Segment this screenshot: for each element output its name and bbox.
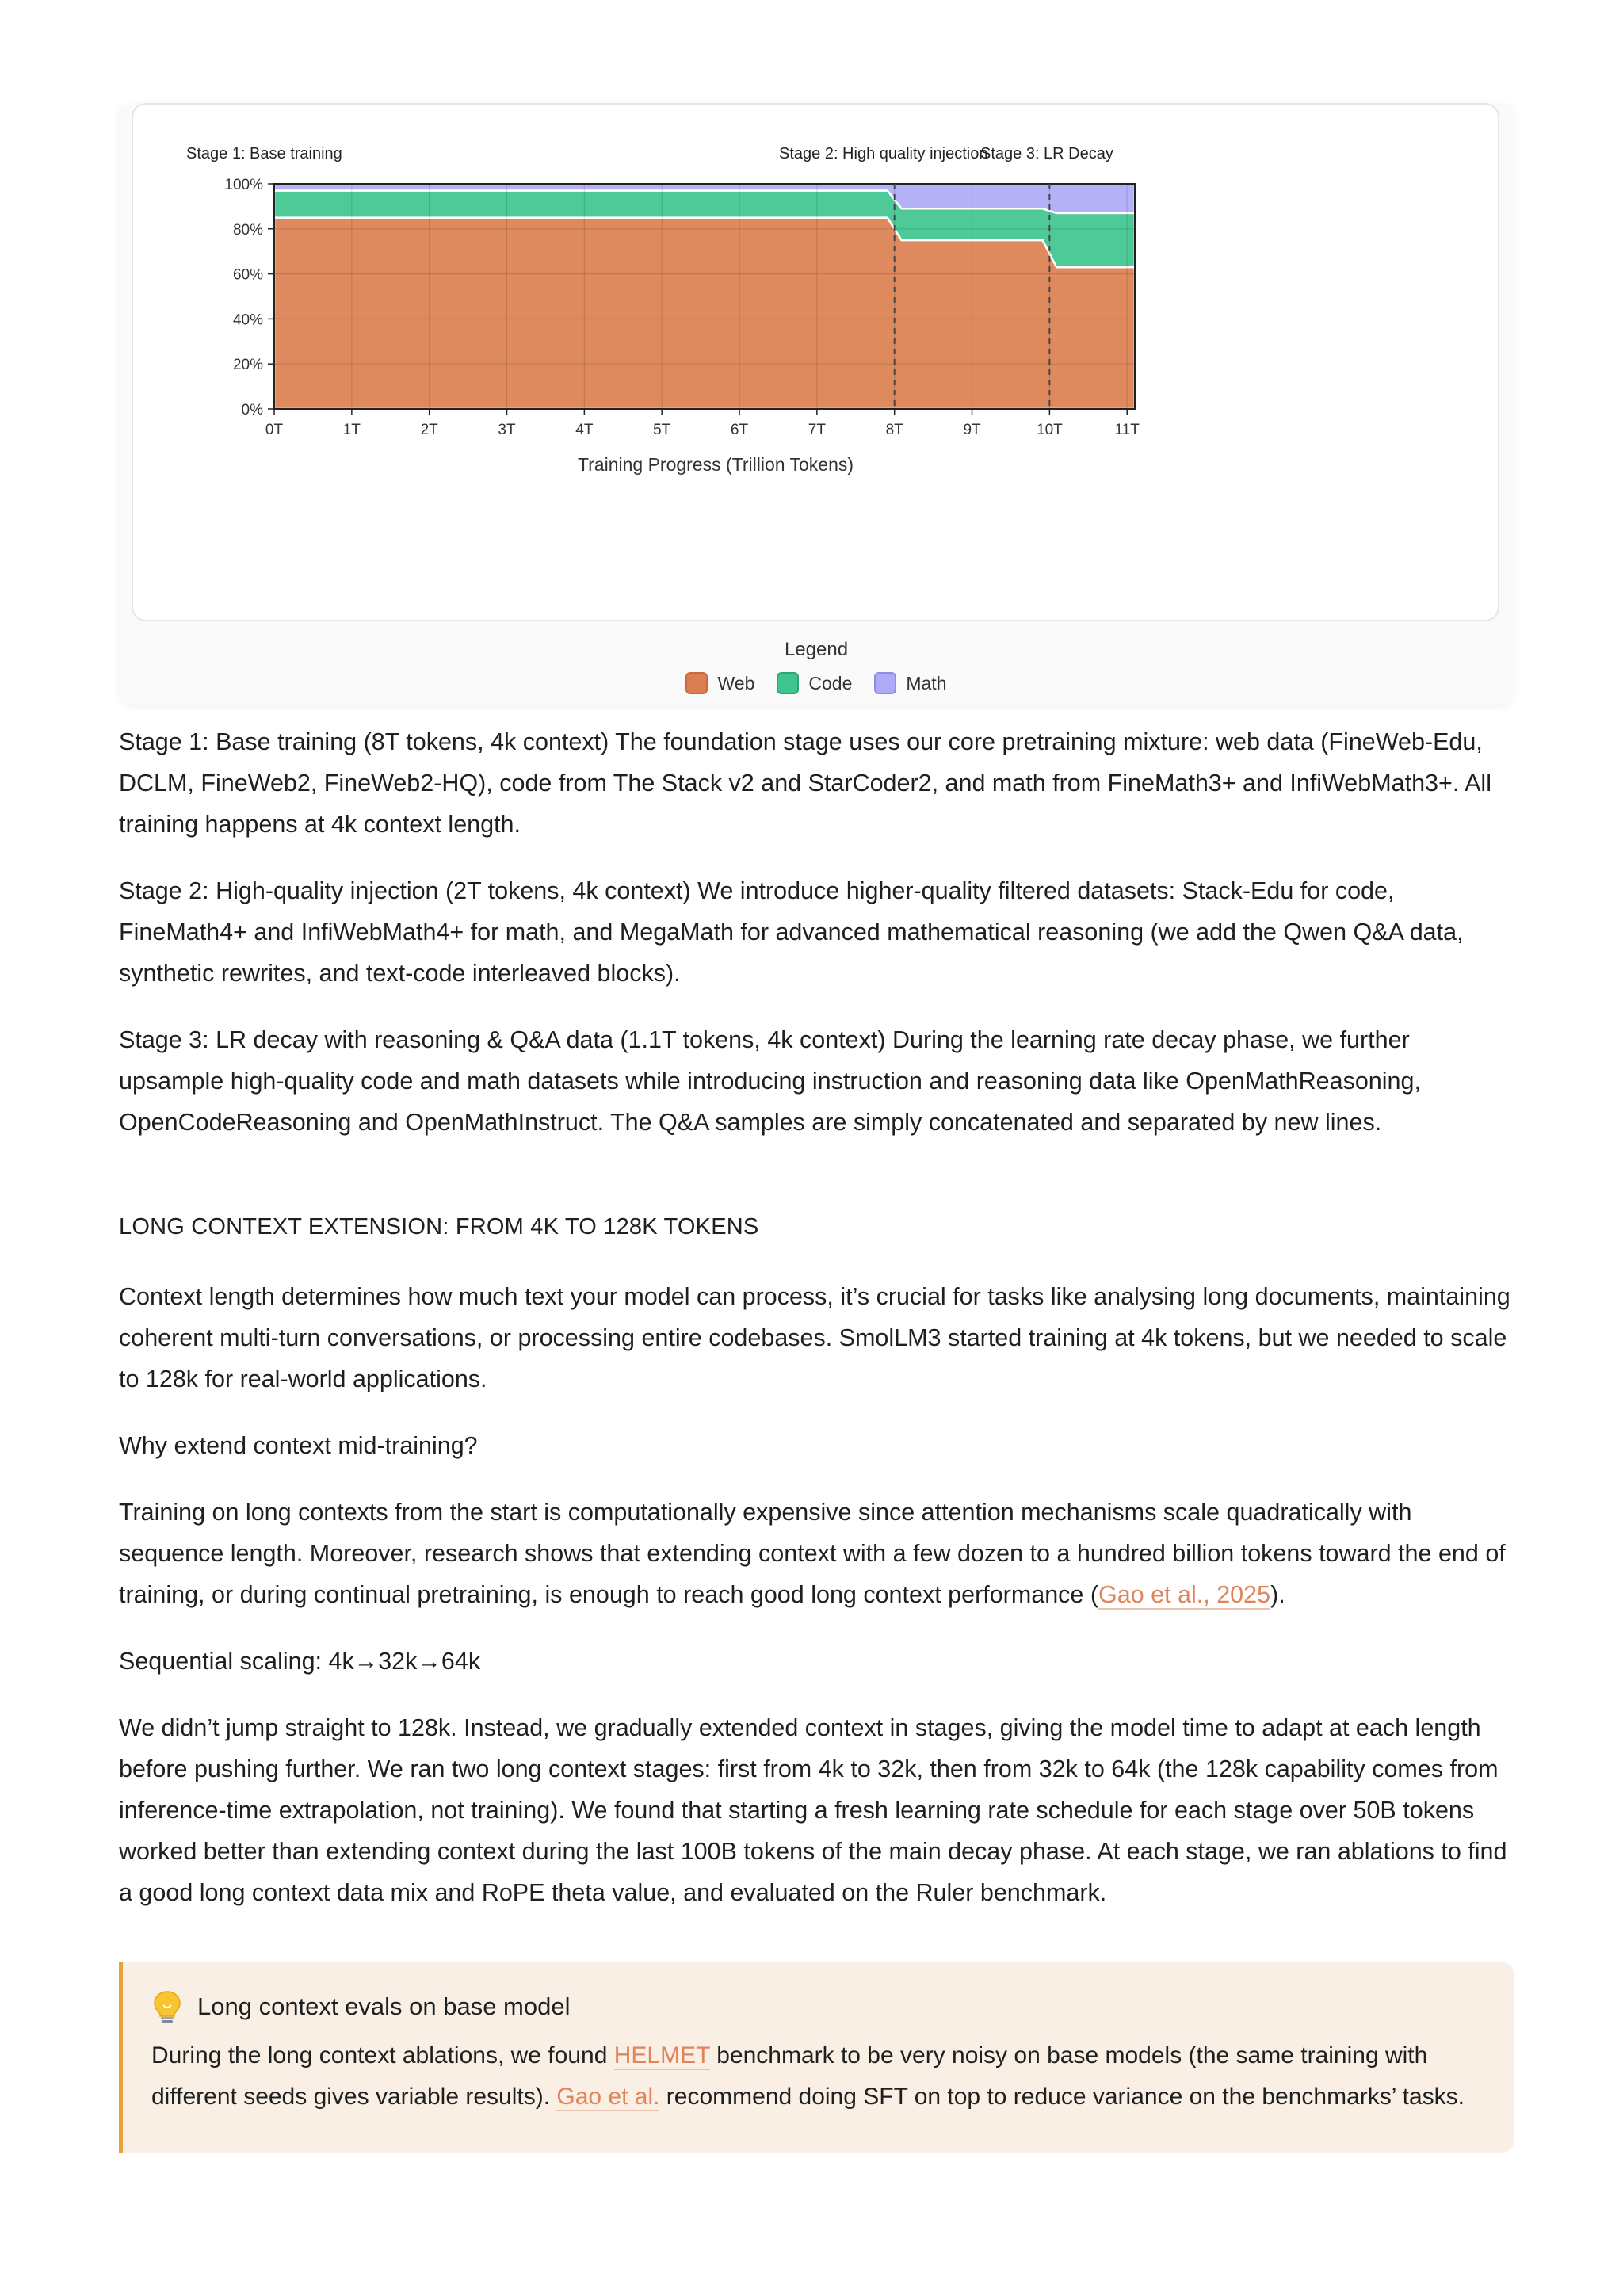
- x-tick-label: 3T: [498, 422, 516, 438]
- callout-title: Long context evals on base model: [197, 1992, 571, 2020]
- x-tick-label: 9T: [963, 422, 981, 438]
- stage-label-1: Stage 1: Base training: [186, 145, 342, 162]
- x-tick-label: 8T: [885, 422, 903, 438]
- x-tick-label: 2T: [420, 422, 438, 438]
- subheading-why-extend: Why extend context mid-training?: [119, 1432, 478, 1459]
- y-tick-label: 100%: [224, 177, 263, 193]
- legend-swatch-code: [777, 672, 799, 694]
- x-tick-label: 7T: [808, 422, 826, 438]
- x-tick-label: 5T: [653, 422, 671, 438]
- legend-label-web: Web: [717, 672, 755, 693]
- paragraph-stage2: Stage 2: High-quality injection (2T tokens, 4k context) We introduce higher-quality filtered datasets: Stack-Edu for code, FineMath4+ and InfiWebMath4+ for math, and MegaMath for advanced mathematical reasoning (we add the Qwen Q&A data, synthetic rewrites, and text-code interleaved blocks).: [119, 877, 1464, 987]
- legend-label-math: Math: [906, 672, 947, 693]
- y-tick-label: 20%: [232, 357, 263, 374]
- data-mixture-area-chart: [119, 103, 1514, 618]
- legend-swatch-math: [874, 672, 896, 694]
- paragraph-why-end: ).: [1270, 1581, 1285, 1608]
- callout-text-part1: During the long context ablations, we found: [151, 2042, 614, 2069]
- callout-text-part2: benchmark to be very noisy on base models (the same training with different seeds gives variable results).: [151, 2042, 1428, 2110]
- x-tick-label: 11T: [1114, 422, 1140, 438]
- x-tick-label: 10T: [1037, 422, 1063, 438]
- citation-link-gao-2025[interactable]: Gao et al., 2025: [1098, 1581, 1271, 1608]
- legend-title: Legend: [784, 639, 849, 660]
- paragraph-why-extend: [119, 1492, 1514, 1615]
- y-tick-label: 60%: [232, 266, 263, 284]
- gao-et-al-link[interactable]: Gao et al.: [556, 2084, 660, 2110]
- chart-legend: [119, 639, 1514, 694]
- paragraph-why-text: Training on long contexts from the start is computationally expensive since attention mechanisms scale quadratically with sequence length. Moreover, research shows that extending context with a few dozen to a hundred billion tokens toward the end of training, or during continual pretraining, is enough to reach good long context performance (: [119, 1499, 1506, 1608]
- x-tick-label: 4T: [575, 422, 594, 438]
- legend-item-code[interactable]: [777, 672, 852, 694]
- legend-item-web[interactable]: [685, 672, 754, 694]
- helmet-link[interactable]: HELMET: [613, 2042, 710, 2069]
- legend-item-math[interactable]: [874, 672, 946, 694]
- paragraph-sequential-scaling: We didn’t jump straight to 128k. Instead, we gradually extended context in stages, giving the model time to adapt at each length before pushing further. We ran two long context stages: first from 4k to 32k, then from 32k to 64k (the 128k capability comes from inference-time extrapolation, not training). We found that starting a fresh learning rate schedule for each stage over 50B tokens worked better than extending context during the last 100B tokens of the main decay phase. At each stage, we ran ablations to find a good long context data mix and RoPE theta value, and evaluated on the Ruler benchmark.: [119, 1714, 1507, 1906]
- subheading-sequential-scaling: Sequential scaling: 4k→32k→64k: [119, 1648, 481, 1675]
- x-tick-label: 0T: [265, 422, 284, 438]
- callout-note: [119, 1962, 1514, 2153]
- article-page: [119, 103, 1514, 2153]
- paragraph-context-length: Context length determines how much text your model can process, it’s crucial for tasks like analysing long documents, maintaining coherent multi-turn conversations, or processing entire codebases. SmolLM3 started training at 4k tokens, but we needed to scale to 128k for real-world applications.: [119, 1283, 1510, 1392]
- callout-text: [151, 2035, 1485, 2118]
- paragraph-stage3: Stage 3: LR decay with reasoning & Q&A data (1.1T tokens, 4k context) During the learning rate decay phase, we further upsample high-quality code and math datasets while introducing instruction and reasoning data like OpenMathReasoning, OpenCodeReasoning and OpenMathInstruct. The Q&A samples are simply concatenated and separated by new lines.: [119, 1026, 1421, 1136]
- y-tick-label: 80%: [232, 221, 263, 239]
- area-series-web: [274, 218, 1135, 409]
- lightbulb-icon: [151, 1989, 183, 2024]
- stage-label-3: Stage 3: LR Decay: [980, 145, 1113, 162]
- x-axis-label: Training Progress (Trillion Tokens): [577, 454, 854, 475]
- x-tick-label: 1T: [342, 422, 361, 438]
- legend-label-code: Code: [808, 672, 853, 693]
- chart-figure: [119, 103, 1514, 705]
- legend-swatch-web: [685, 672, 708, 694]
- stage-label-2: Stage 2: High quality injection: [779, 145, 988, 162]
- callout-text-part3: recommend doing SFT on top to reduce variance on the benchmarks’ tasks.: [659, 2084, 1465, 2110]
- section-heading-long-context: LONG CONTEXT EXTENSION: FROM 4K TO 128K TOKENS: [119, 1214, 759, 1240]
- x-tick-label: 6T: [730, 422, 749, 438]
- paragraph-stage1: Stage 1: Base training (8T tokens, 4k context) The foundation stage uses our core pretraining mixture: web data (FineWeb-Edu, DCLM, FineWeb2, FineWeb2-HQ), code from The Stack v2 and StarCoder2, and math from FineMath3+ and InfiWebMath3+. All training happens at 4k context length.: [119, 728, 1491, 838]
- y-tick-label: 0%: [241, 402, 263, 418]
- y-tick-label: 40%: [232, 311, 263, 329]
